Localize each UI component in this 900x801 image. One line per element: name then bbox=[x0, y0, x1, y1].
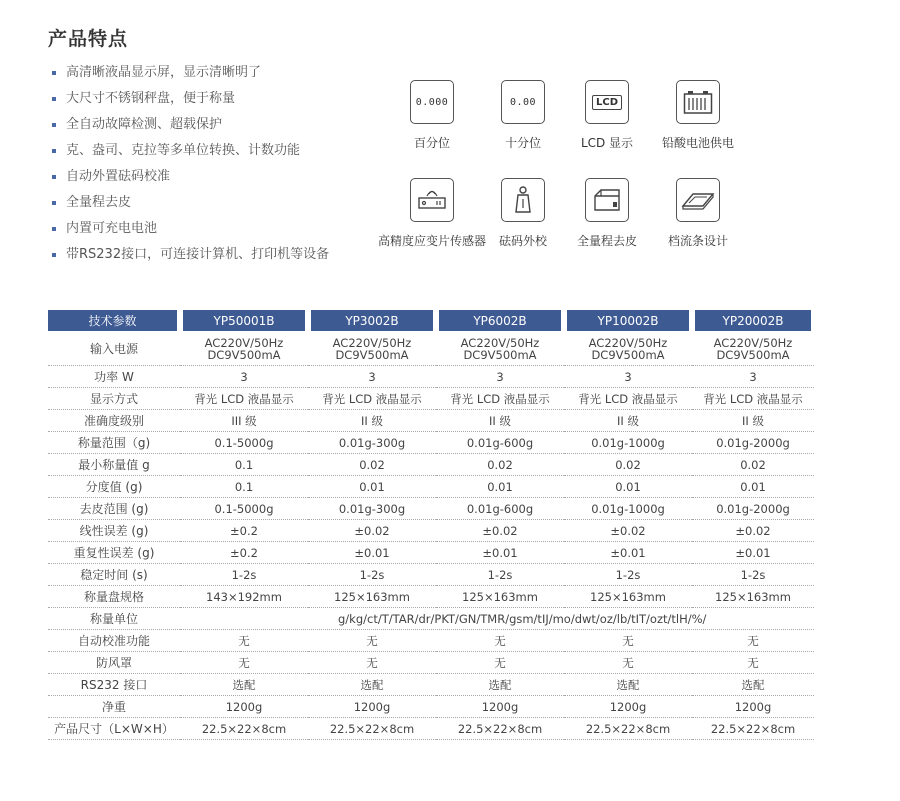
icon-label: 百分位 bbox=[413, 136, 450, 150]
spec-row bbox=[48, 696, 814, 718]
spec-value: 1200g bbox=[692, 696, 814, 718]
lcd-display-icon bbox=[585, 80, 629, 124]
spec-value: 0.02 bbox=[692, 454, 814, 476]
spec-value: ±0.01 bbox=[308, 542, 436, 564]
model-header: YP50001B bbox=[180, 310, 308, 333]
feature-item bbox=[52, 164, 329, 190]
spec-value: 0.01g-300g bbox=[308, 432, 436, 454]
spec-value: 22.5×22×8cm bbox=[308, 718, 436, 740]
icon-label: 档流条设计 bbox=[667, 234, 728, 248]
spec-value: ±0.02 bbox=[436, 520, 564, 542]
spec-value: II 级 bbox=[308, 410, 436, 432]
bullet-icon bbox=[52, 149, 56, 153]
spec-value: 0.02 bbox=[308, 454, 436, 476]
spec-row bbox=[48, 564, 814, 586]
spec-value: 0.02 bbox=[436, 454, 564, 476]
feature-item bbox=[52, 138, 329, 164]
spec-label: 显示方式 bbox=[48, 388, 180, 410]
spec-value: II 级 bbox=[564, 410, 692, 432]
spec-label: 称量盘规格 bbox=[48, 586, 180, 608]
bullet-icon bbox=[52, 71, 56, 75]
spec-value: 125×163mm bbox=[308, 586, 436, 608]
spec-label: RS232 接口 bbox=[48, 674, 180, 696]
spec-value: 1-2s bbox=[308, 564, 436, 586]
spec-label: 重复性误差 (g) bbox=[48, 542, 180, 564]
feature-item bbox=[52, 60, 329, 86]
spec-label: 产品尺寸（L×W×H） bbox=[48, 718, 180, 740]
spec-value: 0.01 bbox=[692, 476, 814, 498]
spec-value-line: DC9V500mA bbox=[207, 348, 281, 362]
feature-icon-tile bbox=[642, 80, 754, 151]
feature-item bbox=[52, 86, 329, 112]
spec-value: 143×192mm bbox=[180, 586, 308, 608]
icon-label: 铅酸电池供电 bbox=[661, 136, 734, 150]
spec-value: 选配 bbox=[564, 674, 692, 696]
bullet-icon bbox=[52, 123, 56, 127]
spec-label: 防风罩 bbox=[48, 652, 180, 674]
spec-value: ±0.01 bbox=[692, 542, 814, 564]
spec-value: 背光 LCD 液晶显示 bbox=[436, 388, 564, 410]
spec-value: III 级 bbox=[180, 410, 308, 432]
spec-value: 选配 bbox=[180, 674, 308, 696]
spec-value: 选配 bbox=[692, 674, 814, 696]
spec-value: 1200g bbox=[436, 696, 564, 718]
feature-list bbox=[52, 60, 329, 268]
spec-label: 线性误差 (g) bbox=[48, 520, 180, 542]
feature-text: 带RS232接口，可连接计算机、打印机等设备 bbox=[66, 247, 330, 262]
model-header: YP6002B bbox=[436, 310, 564, 333]
spec-header-label: 技术参数 bbox=[48, 310, 180, 333]
spec-value: 1-2s bbox=[564, 564, 692, 586]
spec-value: 0.1 bbox=[180, 454, 308, 476]
spec-value: 0.01 bbox=[564, 476, 692, 498]
spec-label: 净重 bbox=[48, 696, 180, 718]
spec-value: 无 bbox=[564, 652, 692, 674]
icon-label: 高精度应变片传感器 bbox=[377, 234, 486, 248]
feature-item bbox=[52, 112, 329, 138]
spec-value bbox=[436, 333, 564, 366]
spec-value: 1-2s bbox=[436, 564, 564, 586]
spec-row bbox=[48, 718, 814, 740]
spec-label: 称量范围（g) bbox=[48, 432, 180, 454]
spec-value: 背光 LCD 液晶显示 bbox=[308, 388, 436, 410]
spec-row bbox=[48, 476, 814, 498]
strain-gauge-sensor-icon bbox=[410, 178, 454, 222]
spec-label: 最小称量值 g bbox=[48, 454, 180, 476]
spec-value bbox=[564, 333, 692, 366]
spec-value-line: DC9V500mA bbox=[335, 348, 409, 362]
spec-table bbox=[48, 310, 814, 740]
spec-value: 22.5×22×8cm bbox=[180, 718, 308, 740]
bullet-icon bbox=[52, 227, 56, 231]
spec-value: 背光 LCD 液晶显示 bbox=[180, 388, 308, 410]
spec-value: 3 bbox=[564, 366, 692, 388]
spec-value: II 级 bbox=[692, 410, 814, 432]
spec-row bbox=[48, 674, 814, 696]
spec-value: 无 bbox=[308, 630, 436, 652]
spec-label: 称量单位 bbox=[48, 608, 180, 630]
bullet-icon bbox=[52, 175, 56, 179]
spec-label: 分度值 (g) bbox=[48, 476, 180, 498]
feature-text: 全自动故障检测、超载保护 bbox=[66, 117, 223, 132]
spec-value: 选配 bbox=[436, 674, 564, 696]
spec-value: 无 bbox=[180, 652, 308, 674]
spec-value-line: DC9V500mA bbox=[716, 348, 790, 362]
feature-item bbox=[52, 242, 329, 268]
spec-value: ±0.2 bbox=[180, 520, 308, 542]
spec-row bbox=[48, 432, 814, 454]
spec-value: ±0.02 bbox=[564, 520, 692, 542]
spec-value: 0.01g-600g bbox=[436, 432, 564, 454]
feature-text: 自动外置砝码校准 bbox=[66, 169, 171, 184]
spec-value: 无 bbox=[308, 652, 436, 674]
calibration-weight-icon bbox=[501, 178, 545, 222]
spec-value: II 级 bbox=[436, 410, 564, 432]
spec-row bbox=[48, 520, 814, 542]
spec-value: 无 bbox=[436, 652, 564, 674]
feature-text: 克、盎司、克拉等多单位转换、计数功能 bbox=[66, 143, 301, 158]
tenth-display-icon bbox=[501, 80, 545, 124]
icon-label: 砝码外校 bbox=[498, 234, 547, 248]
spec-value: 1-2s bbox=[180, 564, 308, 586]
spec-row bbox=[48, 366, 814, 388]
icon-display-text: 0.00 bbox=[509, 96, 537, 108]
spec-value: 0.1-5000g bbox=[180, 432, 308, 454]
spec-value: 3 bbox=[308, 366, 436, 388]
spec-value: 0.01 bbox=[308, 476, 436, 498]
spec-value: ±0.01 bbox=[436, 542, 564, 564]
spec-value: 选配 bbox=[308, 674, 436, 696]
model-header: YP20002B bbox=[692, 310, 814, 333]
spec-label: 自动校准功能 bbox=[48, 630, 180, 652]
hundredth-display-icon bbox=[410, 80, 454, 124]
spec-value: 0.01g-300g bbox=[308, 498, 436, 520]
spec-row bbox=[48, 542, 814, 564]
section-title: 产品特点 bbox=[48, 28, 129, 50]
spec-value: 背光 LCD 液晶显示 bbox=[564, 388, 692, 410]
spec-value: 无 bbox=[180, 630, 308, 652]
bullet-icon bbox=[52, 253, 56, 257]
spec-value: ±0.01 bbox=[564, 542, 692, 564]
spec-value: 无 bbox=[692, 630, 814, 652]
model-header: YP10002B bbox=[564, 310, 692, 333]
spec-value: 无 bbox=[436, 630, 564, 652]
spec-value: ±0.2 bbox=[180, 542, 308, 564]
spec-value: 0.02 bbox=[564, 454, 692, 476]
spec-label: 去皮范围 (g) bbox=[48, 498, 180, 520]
spec-value bbox=[692, 333, 814, 366]
spec-value: 0.01g-1000g bbox=[564, 432, 692, 454]
model-header: YP3002B bbox=[308, 310, 436, 333]
spec-value: 0.01g-2000g bbox=[692, 432, 814, 454]
spec-value-line: AC220V/50Hz bbox=[332, 336, 412, 350]
spec-value: 0.1 bbox=[180, 476, 308, 498]
spec-value: 1200g bbox=[180, 696, 308, 718]
bullet-icon bbox=[52, 201, 56, 205]
icon-label: LCD 显示 bbox=[580, 136, 634, 150]
spec-value: 1200g bbox=[308, 696, 436, 718]
spec-value: 3 bbox=[436, 366, 564, 388]
spec-value: 背光 LCD 液晶显示 bbox=[692, 388, 814, 410]
spec-row bbox=[48, 608, 814, 630]
spec-value bbox=[308, 333, 436, 366]
spec-value: 0.01g-2000g bbox=[692, 498, 814, 520]
icon-display-text: LCD bbox=[592, 95, 622, 110]
feature-text: 高清晰液晶显示屏，显示清晰明了 bbox=[66, 65, 262, 80]
spec-header-row bbox=[48, 310, 814, 333]
spec-value: 125×163mm bbox=[436, 586, 564, 608]
spec-label: 准确度级别 bbox=[48, 410, 180, 432]
spec-value: 3 bbox=[692, 366, 814, 388]
icon-display-text: 0.000 bbox=[415, 96, 449, 108]
spec-label: 稳定时间 (s) bbox=[48, 564, 180, 586]
spec-value: 22.5×22×8cm bbox=[692, 718, 814, 740]
spec-value: 无 bbox=[564, 630, 692, 652]
spec-value-line: AC220V/50Hz bbox=[460, 336, 540, 350]
spec-value-line: DC9V500mA bbox=[463, 348, 537, 362]
spec-label: 功率 W bbox=[48, 366, 180, 388]
spec-row bbox=[48, 333, 814, 366]
feature-icon-tile bbox=[642, 178, 754, 249]
spec-value-line: AC220V/50Hz bbox=[588, 336, 668, 350]
spec-value-line: AC220V/50Hz bbox=[204, 336, 284, 350]
bullet-icon bbox=[52, 97, 56, 101]
icon-label: 全量程去皮 bbox=[576, 234, 637, 248]
lead-acid-battery-icon bbox=[676, 80, 720, 124]
spec-value: 125×163mm bbox=[564, 586, 692, 608]
spec-value: 3 bbox=[180, 366, 308, 388]
spec-value-line: AC220V/50Hz bbox=[713, 336, 793, 350]
spec-value: 1200g bbox=[564, 696, 692, 718]
spec-value: 22.5×22×8cm bbox=[436, 718, 564, 740]
streamline-design-icon bbox=[676, 178, 720, 222]
spec-value: ±0.02 bbox=[692, 520, 814, 542]
spec-row bbox=[48, 454, 814, 476]
spec-label: 输入电源 bbox=[48, 333, 180, 366]
spec-value: 0.01g-600g bbox=[436, 498, 564, 520]
spec-row bbox=[48, 630, 814, 652]
icon-label: 十分位 bbox=[504, 136, 541, 150]
spec-row bbox=[48, 498, 814, 520]
spec-value: 0.1-5000g bbox=[180, 498, 308, 520]
spec-value: 无 bbox=[692, 652, 814, 674]
feature-item bbox=[52, 216, 329, 242]
spec-value: 1-2s bbox=[692, 564, 814, 586]
spec-value: g/kg/ct/T/TAR/dr/PKT/GN/TMR/gsm/tIJ/mo/dwt/oz/lb/tIT/ozt/tlH/%/ bbox=[180, 608, 814, 630]
spec-row bbox=[48, 410, 814, 432]
feature-text: 全量程去皮 bbox=[66, 195, 132, 210]
feature-item bbox=[52, 190, 329, 216]
spec-value: ±0.02 bbox=[308, 520, 436, 542]
feature-text: 内置可充电电池 bbox=[66, 221, 158, 236]
spec-value: 22.5×22×8cm bbox=[564, 718, 692, 740]
spec-value: 0.01g-1000g bbox=[564, 498, 692, 520]
tare-icon bbox=[585, 178, 629, 222]
feature-text: 大尺寸不锈钢秤盘，便于称量 bbox=[66, 91, 236, 106]
spec-value: 0.01 bbox=[436, 476, 564, 498]
spec-value-line: DC9V500mA bbox=[591, 348, 665, 362]
spec-row bbox=[48, 388, 814, 410]
spec-row bbox=[48, 586, 814, 608]
spec-row bbox=[48, 652, 814, 674]
spec-value bbox=[180, 333, 308, 366]
spec-value: 125×163mm bbox=[692, 586, 814, 608]
